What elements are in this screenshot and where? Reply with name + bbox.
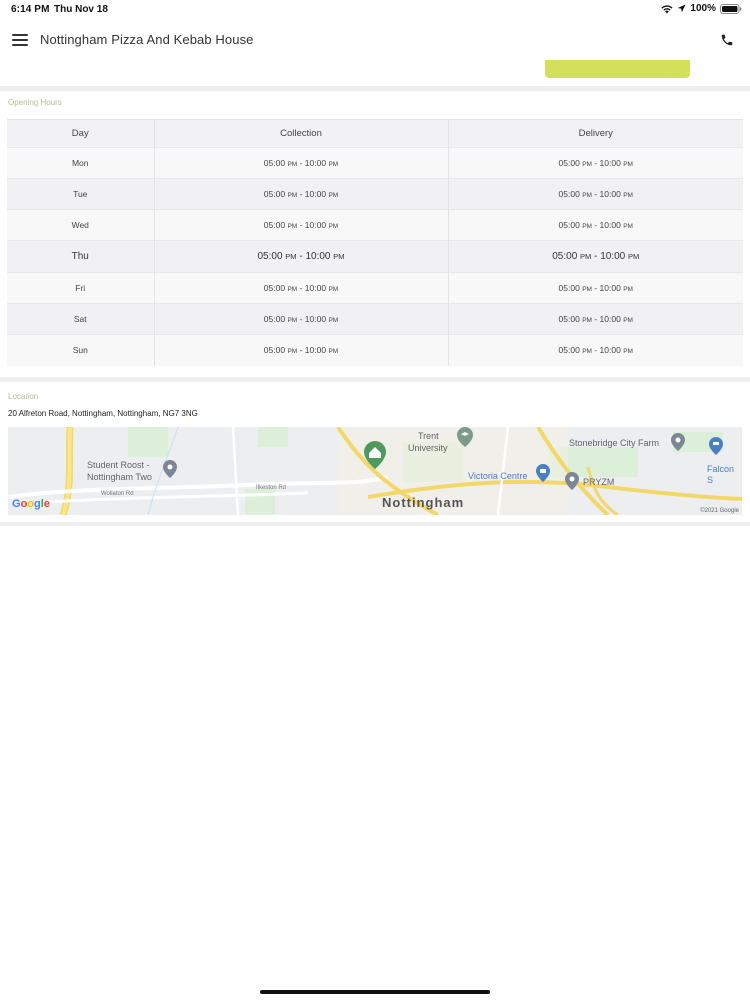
ampm-label: PM	[328, 223, 339, 230]
map-label-trent: Trent	[418, 431, 439, 441]
ampm-label: PM	[287, 348, 298, 356]
section-divider	[0, 86, 750, 91]
map-label-ilkeston-road: Ilkeston Rd	[256, 485, 287, 491]
app-header	[0, 20, 750, 60]
map-credit: ©2021 Google	[700, 508, 739, 514]
map-label-student-roost: Student Roost -	[87, 460, 150, 470]
table-row	[7, 241, 743, 273]
collection-hours-cell	[154, 210, 448, 241]
column-header-day: Day	[7, 120, 154, 148]
table-row	[7, 273, 743, 304]
column-header-collection: Collection	[154, 120, 448, 148]
location-map[interactable]	[8, 427, 742, 515]
delivery-close-time: 10:00	[599, 189, 621, 199]
map-label-pryzm: PRYZM	[583, 477, 615, 487]
ampm-label: PM	[287, 286, 298, 293]
home-indicator[interactable]	[260, 990, 490, 994]
ampm-label: PM	[582, 161, 592, 168]
time-separator: -	[594, 220, 598, 230]
table-row	[7, 335, 743, 366]
ampm-label: PM	[287, 161, 298, 168]
address-text: 20 Alfreton Road, Nottingham, Nottingham, NG7 3NG	[8, 409, 198, 418]
collection-hours-cell	[154, 179, 448, 210]
hamburger-menu-icon[interactable]	[12, 34, 28, 46]
delivery-close-time: 10:00	[599, 314, 621, 324]
map-label-wollaton-road: Wollaton Rd	[101, 491, 134, 497]
ampm-label: PM	[328, 348, 339, 356]
ampm-label: PM	[328, 192, 339, 199]
collection-hours-cell	[154, 148, 448, 179]
location-arrow-icon	[677, 4, 686, 13]
time-separator: -	[299, 283, 303, 293]
battery-icon	[720, 4, 742, 14]
opening-hours-table	[7, 119, 743, 366]
time-separator: -	[594, 189, 598, 199]
table-header-row	[7, 120, 743, 148]
collection-open-time: 05:00	[263, 189, 286, 199]
delivery-open-time: 05:00	[558, 158, 580, 168]
time-separator: -	[594, 251, 598, 262]
ampm-label: PM	[582, 223, 592, 230]
ampm-label: PM	[328, 286, 339, 293]
map-label-student-roost-2: Nottingham Two	[87, 472, 152, 482]
collection-close-time: 10:00	[305, 251, 331, 262]
map-label-victoria-centre: Victoria Centre	[468, 471, 528, 481]
map-label-falcon: Falcon S	[707, 464, 735, 485]
location-label: Location	[8, 392, 39, 401]
day-cell: Sun	[7, 335, 154, 366]
delivery-open-time: 05:00	[558, 314, 580, 324]
phone-icon[interactable]	[720, 33, 734, 47]
ampm-label: PM	[623, 348, 633, 356]
time-separator: -	[299, 314, 303, 324]
time-separator: -	[299, 220, 303, 230]
ampm-label: PM	[287, 317, 298, 324]
time-separator: -	[594, 283, 598, 293]
collection-open-time: 05:00	[263, 345, 286, 356]
ampm-label: PM	[333, 252, 345, 261]
ampm-label: PM	[582, 192, 592, 199]
ampm-label: PM	[582, 286, 592, 293]
collection-hours-cell	[154, 273, 448, 304]
collection-hours-cell	[154, 335, 448, 366]
table-row	[7, 148, 743, 179]
delivery-open-time: 05:00	[552, 251, 578, 262]
table-row	[7, 210, 743, 241]
map-label-stonebridge: Stonebridge City Farm	[569, 438, 660, 448]
day-cell: Tue	[7, 179, 154, 210]
delivery-hours-cell	[448, 148, 743, 179]
ampm-label: PM	[623, 286, 633, 293]
wifi-icon	[661, 4, 673, 14]
status-indicators	[661, 3, 742, 14]
ampm-label: PM	[623, 192, 633, 199]
collection-open-time: 05:00	[263, 283, 286, 293]
status-time: 6:14 PM	[11, 4, 50, 15]
collection-hours-cell	[154, 304, 448, 335]
collection-hours-cell	[154, 241, 448, 273]
ampm-label: PM	[287, 192, 298, 199]
delivery-hours-cell	[448, 273, 743, 304]
delivery-hours-cell	[448, 335, 743, 366]
map-label-city: Nottingham	[382, 495, 465, 510]
section-divider	[0, 522, 750, 526]
delivery-close-time: 10:00	[599, 158, 621, 168]
collection-close-time: 10:00	[304, 189, 327, 199]
battery-percent: 100%	[690, 3, 716, 14]
section-divider	[0, 377, 750, 382]
ampm-label: PM	[580, 252, 592, 261]
collection-open-time: 05:00	[263, 220, 286, 230]
collection-open-time: 05:00	[263, 314, 286, 324]
time-separator: -	[299, 189, 303, 199]
time-separator: -	[594, 314, 598, 324]
time-separator: -	[299, 251, 303, 262]
status-date: Thu Nov 18	[54, 4, 108, 15]
day-cell: Wed	[7, 210, 154, 241]
time-separator: -	[594, 158, 598, 168]
map-label-trent-university: University	[408, 443, 448, 453]
page-title: Nottingham Pizza And Kebab House	[40, 32, 254, 47]
ampm-label: PM	[582, 348, 592, 356]
ampm-label: PM	[285, 252, 297, 261]
ampm-label: PM	[628, 252, 640, 261]
ampm-label: PM	[287, 223, 298, 230]
delivery-close-time: 10:00	[599, 220, 621, 230]
collection-close-time: 10:00	[304, 283, 327, 293]
ampm-label: PM	[328, 161, 339, 168]
ampm-label: PM	[623, 317, 633, 324]
table-row	[7, 304, 743, 335]
day-cell: Mon	[7, 148, 154, 179]
delivery-hours-cell	[448, 210, 743, 241]
day-cell: Thu	[7, 241, 154, 273]
delivery-open-time: 05:00	[558, 345, 580, 356]
delivery-close-time: 10:00	[599, 283, 621, 293]
delivery-hours-cell	[448, 304, 743, 335]
time-separator: -	[594, 345, 598, 356]
time-separator: -	[299, 345, 303, 356]
status-bar	[0, 0, 750, 20]
ampm-label: PM	[582, 317, 592, 324]
collection-open-time: 05:00	[257, 251, 283, 262]
time-separator: -	[299, 158, 303, 168]
delivery-close-time: 10:00	[600, 251, 626, 262]
ampm-label: PM	[623, 223, 633, 230]
partial-action-button[interactable]	[545, 60, 690, 78]
collection-close-time: 10:00	[304, 345, 327, 356]
day-cell: Fri	[7, 273, 154, 304]
opening-hours-label: Opening Hours	[8, 98, 62, 107]
delivery-open-time: 05:00	[558, 283, 580, 293]
delivery-open-time: 05:00	[558, 189, 580, 199]
delivery-open-time: 05:00	[558, 220, 580, 230]
column-header-delivery: Delivery	[448, 120, 743, 148]
collection-close-time: 10:00	[304, 158, 327, 168]
ampm-label: PM	[328, 317, 339, 324]
table-row	[7, 179, 743, 210]
collection-open-time: 05:00	[263, 158, 286, 168]
delivery-hours-cell	[448, 179, 743, 210]
collection-close-time: 10:00	[304, 220, 327, 230]
google-logo: Google	[12, 498, 50, 510]
delivery-hours-cell	[448, 241, 743, 273]
delivery-close-time: 10:00	[599, 345, 621, 356]
ampm-label: PM	[623, 161, 633, 168]
collection-close-time: 10:00	[304, 314, 327, 324]
day-cell: Sat	[7, 304, 154, 335]
